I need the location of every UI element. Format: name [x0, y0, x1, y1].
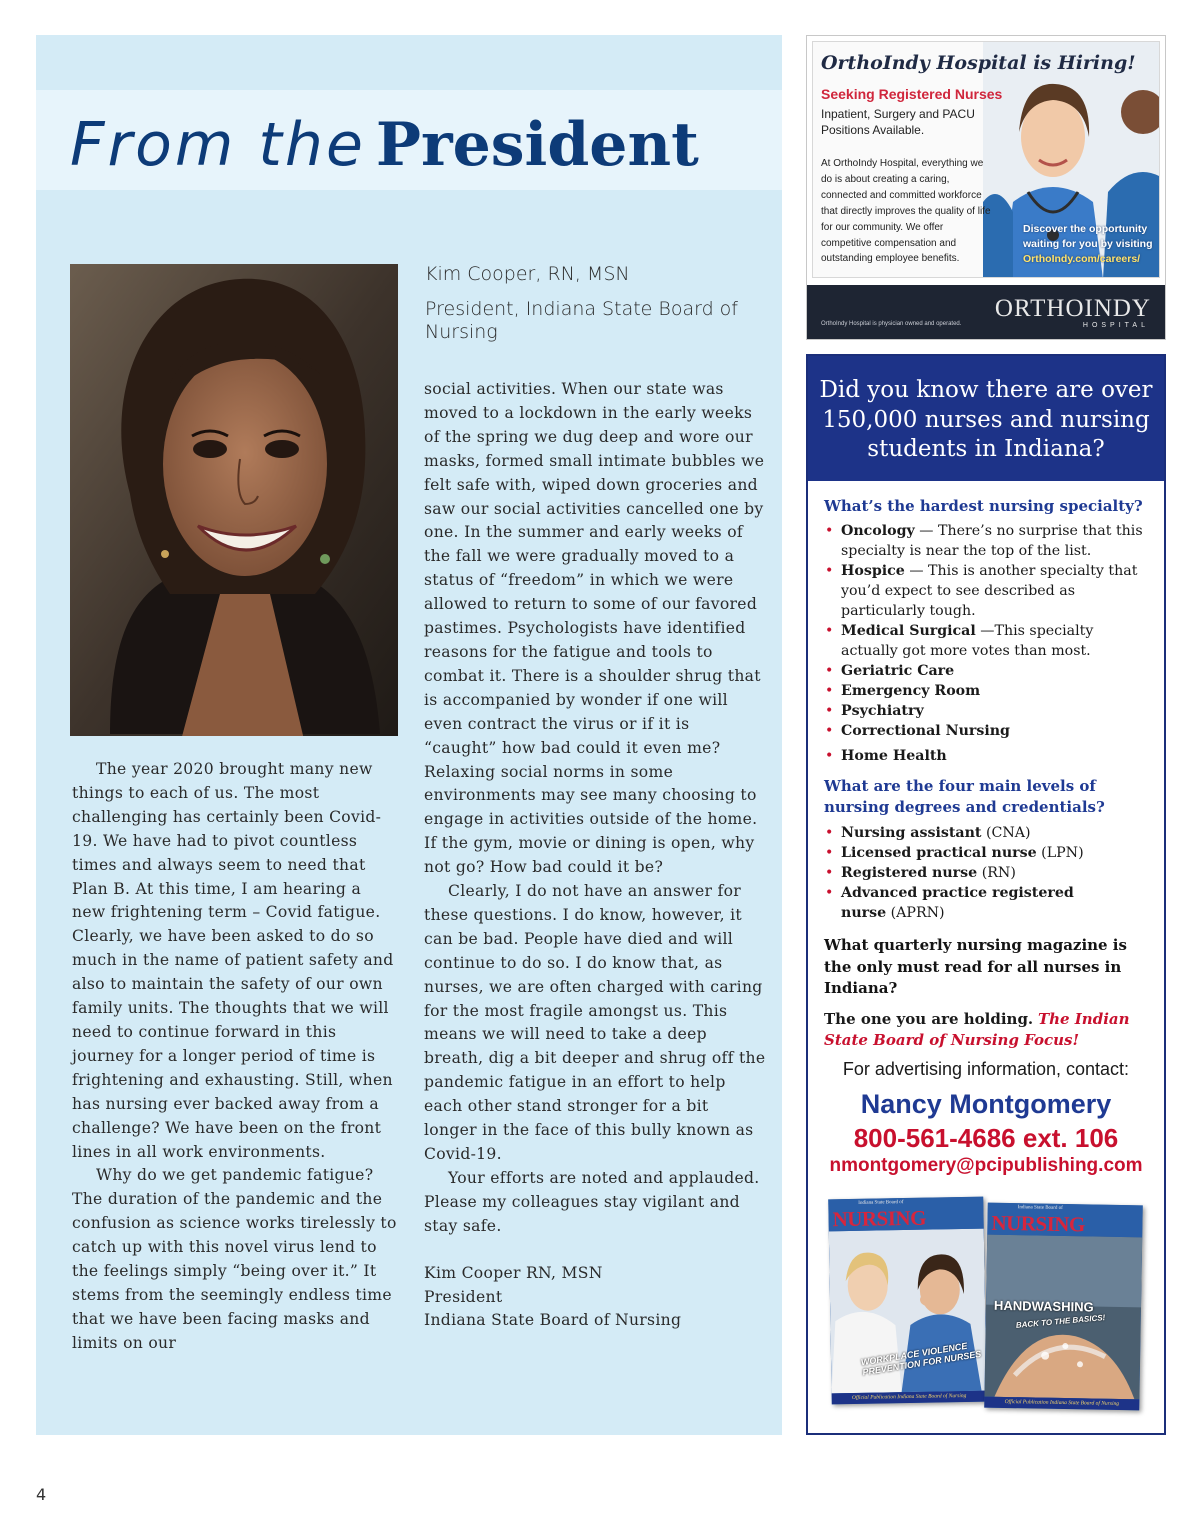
orthoindy-cta: Discover the opportunity waiting for you by visiting OrthoIndy.com/careers/	[1023, 222, 1159, 267]
paragraph: Your efforts are noted and applauded. Please my colleagues stay vigilant and stay safe.	[424, 1168, 760, 1235]
cover-footer: Official Publication Indiana State Board of Nursing	[832, 1391, 987, 1405]
orthoindy-headline: OrthoIndy Hospital is Hiring!	[821, 52, 1136, 74]
signature-org: Indiana State Board of Nursing	[424, 1311, 682, 1330]
contact-name: Nancy Montgomery	[860, 1089, 1112, 1119]
orthoindy-positions: Inpatient, Surgery and PACU Positions Available.	[821, 107, 975, 137]
list-item: • Psychiatry	[824, 701, 1154, 721]
question-hardest-specialty: What’s the hardest nursing specialty?	[824, 497, 1143, 515]
article-column-left	[72, 758, 398, 1356]
magazine-cover	[828, 1197, 987, 1405]
list-item: • Correctional Nursing	[824, 721, 1154, 741]
list-item: • Medical Surgical —This specialty actually got more votes than most.	[824, 621, 1154, 661]
author-title: President, Indiana State Board of Nursing	[425, 298, 738, 343]
cover-footer: Official Publication Indiana State Board of Nursing	[984, 1397, 1139, 1411]
author-name: Kim Cooper, RN, MSN	[425, 263, 630, 285]
list-item: • Geriatric Care	[824, 661, 1154, 681]
orthoindy-logo-sub: HOSPITAL	[1082, 322, 1149, 329]
nursing-ad-headline: Did you know there are over 150,000 nurses and nursing students in Indiana?	[819, 377, 1153, 462]
magazine-answer: The one you are holding. The Indian State Board of Nursing Focus!	[824, 1009, 1130, 1049]
specialty-list	[824, 521, 1154, 766]
cover-headline: WORKPLACE VIOLENCE PREVENTION FOR NURSES	[860, 1340, 982, 1378]
cover-masthead: Indiana State Board of NURSING	[828, 1197, 984, 1232]
signature	[424, 1262, 766, 1334]
list-item: • Hospice — This is another specialty that you’d expect to see described as particularly tough.	[824, 561, 1154, 621]
list-item: • Licensed practical nurse (LPN)	[824, 843, 1154, 863]
orthoindy-ad[interactable]	[806, 35, 1166, 340]
nursing-ad-header	[808, 356, 1164, 481]
list-item: • Home Health	[824, 746, 1154, 766]
orthoindy-ad-content	[812, 41, 1160, 278]
degree-list	[824, 823, 1154, 923]
author-block	[425, 263, 765, 344]
cover-subhead: BACK TO THE BASICS!	[1015, 1313, 1106, 1330]
contact-phone[interactable]: 800-561-4686 ext. 106	[853, 1123, 1119, 1153]
article-column-right	[424, 378, 766, 1333]
magazine-cover	[984, 1203, 1143, 1411]
paragraph: Why do we get pandemic fatigue? The duration of the pandemic and the confusion as science works tirelessly to catch up with this novel virus lend to the feelings simply “being over it.” It stems from the seemingly endless time that we have been facing masks and limits on our	[72, 1166, 397, 1352]
contact-email[interactable]: nmontgomery@pcipublishing.com	[829, 1155, 1143, 1176]
page-title: From the President	[70, 110, 699, 180]
paragraph: The year 2020 brought many new things to each of us. The most challenging has certainly been Covid-19. We have had to pivot countless times and always seem to need that Plan B. At this time, I am hearing a new frightening term – Covid fatigue. Clearly, we have been asked to do so much in the name of patient safety and also to maintain the safety of our own family units. The thoughts that we will need to continue forward in this journey for a longer period of time is frightening and exhausting. Still, when has nursing ever backed away from a challenge? We have been on the front lines in all work environments.	[72, 760, 394, 1161]
orthoindy-careers-link[interactable]: OrthoIndy.com/careers/	[1023, 253, 1141, 265]
president-photo	[70, 264, 398, 736]
cover-headline: HANDWASHING	[993, 1297, 1094, 1315]
cover-masthead: Indiana State Board of NURSING	[987, 1203, 1143, 1238]
list-item: • Nursing assistant (CNA)	[824, 823, 1154, 843]
paragraph: Clearly, I do not have an answer for these questions. I do know, however, it can be bad. People have died and will continue to do so. I do know that, as nurses, we are often charged with caring for the most fragile amongst us. This means we will need to take a deep breath, dig a bit deeper and shrug off the pandemic fatigue in an effort to help each other stand stronger for a bit longer in the face of this bully known as Covid-19.	[424, 882, 766, 1163]
signature-role: President	[424, 1287, 503, 1306]
orthoindy-legal: OrthoIndy Hospital is physician owned and operated.	[821, 321, 962, 327]
orthoindy-seeking: Seeking Registered Nurses	[821, 86, 1003, 102]
list-item: • Emergency Room	[824, 681, 1154, 701]
article-panel	[36, 35, 782, 1435]
question-magazine: What quarterly nursing magazine is the only must read for all nurses in Indiana?	[824, 936, 1127, 997]
orthoindy-logo: ORTHOINDY	[994, 295, 1151, 322]
orthoindy-footer	[807, 285, 1165, 339]
question-degree-levels: What are the four main levels of nursing degrees and credentials?	[824, 777, 1105, 816]
nursing-focus-ad	[806, 354, 1166, 1435]
signature-name: Kim Cooper RN, MSN	[424, 1263, 603, 1282]
list-item: • Oncology — There’s no surprise that this specialty is near the top of the list.	[824, 521, 1154, 561]
nursing-ad-body	[824, 496, 1154, 1052]
title-band	[36, 90, 782, 190]
advertising-contact	[808, 1059, 1164, 1178]
page-number: 4	[36, 1485, 47, 1504]
list-item: • Advanced practice registered nurse (APRN)	[824, 883, 1154, 923]
paragraph: social activities. When our state was moved to a lockdown in the early weeks of the spring we dug deep and wore our masks, formed small intimate bubbles we felt safe with, wiped down groceries and saw our social activities cancelled one by one. In the summer and early weeks of the fall we were gradually moved to a status of “freedom” in which we were allowed to return to some of our favored pastimes. Psychologists have identified reasons for the fatigue and tools to combat it. There is a shoulder shrug that is accompanied by wonder if one will even contract the virus or if it is “caught” how bad could it even me? Relaxing social norms in some environments may see many choosing to engage in activities outside of the home. If the gym, movie or dining is open, why not go? How bad could it be?	[424, 380, 765, 877]
portrait-illustration	[70, 264, 398, 736]
contact-label: For advertising information, contact:	[842, 1059, 1130, 1079]
list-item: • Registered nurse (RN)	[824, 863, 1154, 883]
magazine-covers	[826, 1192, 1146, 1407]
orthoindy-body: At OrthoIndy Hospital, everything we do is about creating a caring, connected and committed workforce that directly improves the quality of life for our community. We offer competitive compensation and outstanding employee benefits.	[821, 158, 991, 265]
